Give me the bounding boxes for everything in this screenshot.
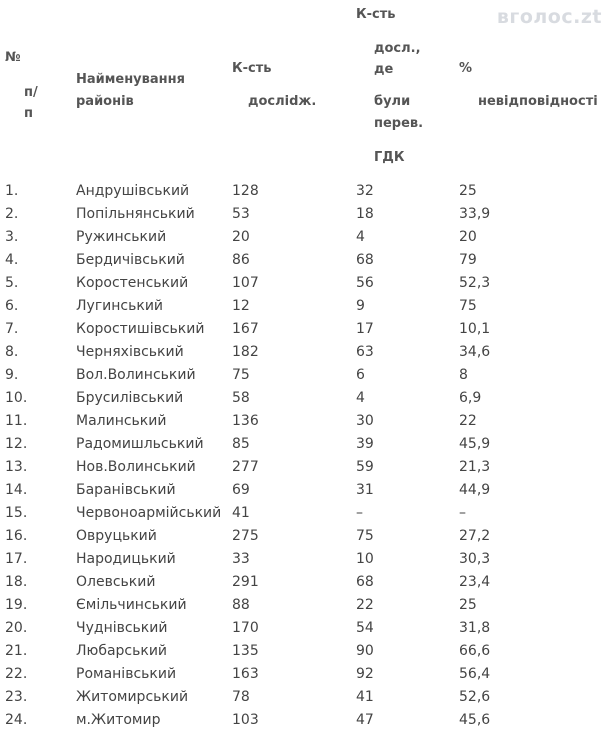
table-row (0, 641, 610, 663)
district-name: Лугинський (76, 298, 164, 314)
percent-value: 52,3 (459, 275, 491, 291)
row-number: 22. (5, 666, 28, 682)
percent-value: 8 (459, 367, 468, 383)
exceed-count: 39 (356, 436, 374, 452)
exceed-count: 68 (356, 574, 374, 590)
study-count: 69 (232, 482, 250, 498)
header-exceed-count-line6: ГДК (374, 150, 405, 165)
exceed-count: 68 (356, 252, 374, 268)
table-row (0, 549, 610, 571)
study-count: 103 (232, 712, 259, 728)
site-watermark: вголос.zt (496, 6, 602, 28)
study-count: 170 (232, 620, 259, 636)
exceed-count: 47 (356, 712, 374, 728)
row-number: 12. (5, 436, 28, 452)
district-name: Червоноармійський (76, 505, 222, 521)
percent-value: 27,2 (459, 528, 491, 544)
table-row (0, 572, 610, 594)
exceed-count: 31 (356, 482, 374, 498)
district-name: Брусилівський (76, 390, 184, 406)
district-name: Народицький (76, 551, 176, 567)
percent-value: 33,9 (459, 206, 491, 222)
table-row (0, 296, 610, 318)
district-name: Ємільчинський (76, 597, 187, 613)
table-row (0, 434, 610, 456)
header-study-count-line2: досліdж. (248, 94, 317, 109)
study-count: 85 (232, 436, 250, 452)
row-number: 10. (5, 390, 28, 406)
exceed-count: 10 (356, 551, 374, 567)
table-row (0, 618, 610, 640)
table-row (0, 273, 610, 295)
exceed-count: 63 (356, 344, 374, 360)
district-name: Коростишівський (76, 321, 205, 337)
table-row (0, 342, 610, 364)
header-district-name: Найменування (76, 72, 185, 87)
study-count: 291 (232, 574, 259, 590)
district-name: м.Житомир (76, 712, 161, 728)
exceed-count: 90 (356, 643, 374, 659)
study-count: 163 (232, 666, 259, 682)
row-number: 18. (5, 574, 28, 590)
header-district-name-line2: районів (76, 94, 134, 109)
row-number: 19. (5, 597, 28, 613)
exceed-count: 17 (356, 321, 374, 337)
study-count: 167 (232, 321, 259, 337)
header-percent: % (459, 61, 473, 76)
study-count: 182 (232, 344, 259, 360)
study-count: 53 (232, 206, 250, 222)
row-number: 2. (5, 206, 19, 222)
exceed-count: 4 (356, 229, 365, 245)
row-number: 4. (5, 252, 19, 268)
district-name: Баранівський (76, 482, 176, 498)
percent-value: 23,4 (459, 574, 491, 590)
district-name: Романівський (76, 666, 177, 682)
header-number-line3: п (24, 106, 33, 121)
row-number: 20. (5, 620, 28, 636)
percent-value: 21,3 (459, 459, 491, 475)
study-count: 12 (232, 298, 250, 314)
percent-value: 20 (459, 229, 477, 245)
percent-value: 44,9 (459, 482, 491, 498)
exceed-count: 56 (356, 275, 374, 291)
exceed-count: 75 (356, 528, 374, 544)
exceed-count: 59 (356, 459, 374, 475)
percent-value: 25 (459, 597, 477, 613)
header-number-line2: п/ (24, 85, 38, 100)
header-exceed-count-line2: досл., (374, 41, 421, 56)
row-number: 15. (5, 505, 28, 521)
table-row (0, 664, 610, 686)
table-row (0, 250, 610, 272)
district-name: Нов.Волинський (76, 459, 196, 475)
exceed-count: 92 (356, 666, 374, 682)
header-study-count: К-сть (232, 61, 272, 76)
table-row (0, 480, 610, 502)
district-name: Бердичівський (76, 252, 185, 268)
percent-value: 31,8 (459, 620, 491, 636)
percent-value: 52,6 (459, 689, 491, 705)
district-name: Малинський (76, 413, 167, 429)
row-number: 6. (5, 298, 19, 314)
header-exceed-count: К-сть (356, 7, 396, 22)
percent-value: 34,6 (459, 344, 491, 360)
header-percent-line2: невідповідності (478, 94, 598, 109)
percent-value: 45,6 (459, 712, 491, 728)
percent-value: 6,9 (459, 390, 482, 406)
exceed-count: 22 (356, 597, 374, 613)
district-name: Ружинський (76, 229, 167, 245)
district-name: Радомишльський (76, 436, 204, 452)
row-number: 8. (5, 344, 19, 360)
exceed-count: 54 (356, 620, 374, 636)
district-name: Житомирський (76, 689, 189, 705)
exceed-count: 32 (356, 183, 374, 199)
table-row (0, 204, 610, 226)
district-name: Чуднівський (76, 620, 168, 636)
study-count: 86 (232, 252, 250, 268)
percent-value: 56,4 (459, 666, 491, 682)
study-count: 135 (232, 643, 259, 659)
exceed-count: 9 (356, 298, 365, 314)
study-count: 41 (232, 505, 250, 521)
study-count: 75 (232, 367, 250, 383)
percent-value: 30,3 (459, 551, 491, 567)
study-count: 275 (232, 528, 259, 544)
table-row (0, 526, 610, 548)
table-row (0, 388, 610, 410)
study-count: 136 (232, 413, 259, 429)
row-number: 16. (5, 528, 28, 544)
table-row (0, 457, 610, 479)
exceed-count: 4 (356, 390, 365, 406)
percent-value: – (459, 505, 466, 521)
row-number: 5. (5, 275, 19, 291)
table-row (0, 687, 610, 709)
table-row (0, 710, 610, 732)
study-count: 58 (232, 390, 250, 406)
row-number: 21. (5, 643, 28, 659)
percent-value: 79 (459, 252, 477, 268)
district-name: Черняхівський (76, 344, 184, 360)
row-number: 11. (5, 413, 28, 429)
district-name: Андрушівський (76, 183, 190, 199)
row-number: 1. (5, 183, 19, 199)
header-exceed-count-line3: де (374, 62, 394, 77)
header-exceed-count-line4: були (374, 94, 411, 109)
row-number: 14. (5, 482, 28, 498)
table-row (0, 411, 610, 433)
study-count: 20 (232, 229, 250, 245)
district-name: Олевський (76, 574, 156, 590)
table-row (0, 227, 610, 249)
percent-value: 25 (459, 183, 477, 199)
header-number: № (5, 50, 21, 65)
exceed-count: 18 (356, 206, 374, 222)
district-name: Овруцький (76, 528, 157, 544)
row-number: 9. (5, 367, 19, 383)
exceed-count: 41 (356, 689, 374, 705)
row-number: 24. (5, 712, 28, 728)
percent-value: 45,9 (459, 436, 491, 452)
district-name: Любарський (76, 643, 168, 659)
exceed-count: 6 (356, 367, 365, 383)
percent-value: 10,1 (459, 321, 491, 337)
table-row (0, 595, 610, 617)
row-number: 17. (5, 551, 28, 567)
district-name: Попільнянський (76, 206, 195, 222)
header-exceed-count-line5: перев. (374, 116, 424, 131)
study-count: 277 (232, 459, 259, 475)
percent-value: 66,6 (459, 643, 491, 659)
table-row (0, 365, 610, 387)
table-row (0, 181, 610, 203)
table-row (0, 503, 610, 525)
table-row (0, 319, 610, 341)
percent-value: 22 (459, 413, 477, 429)
percent-value: 75 (459, 298, 477, 314)
row-number: 3. (5, 229, 19, 245)
study-count: 88 (232, 597, 250, 613)
row-number: 7. (5, 321, 19, 337)
exceed-count: – (356, 505, 363, 521)
row-number: 13. (5, 459, 28, 475)
district-name: Вол.Волинський (76, 367, 196, 383)
row-number: 23. (5, 689, 28, 705)
district-name: Коростенський (76, 275, 189, 291)
study-count: 128 (232, 183, 259, 199)
study-count: 107 (232, 275, 259, 291)
study-count: 33 (232, 551, 250, 567)
exceed-count: 30 (356, 413, 374, 429)
study-count: 78 (232, 689, 250, 705)
